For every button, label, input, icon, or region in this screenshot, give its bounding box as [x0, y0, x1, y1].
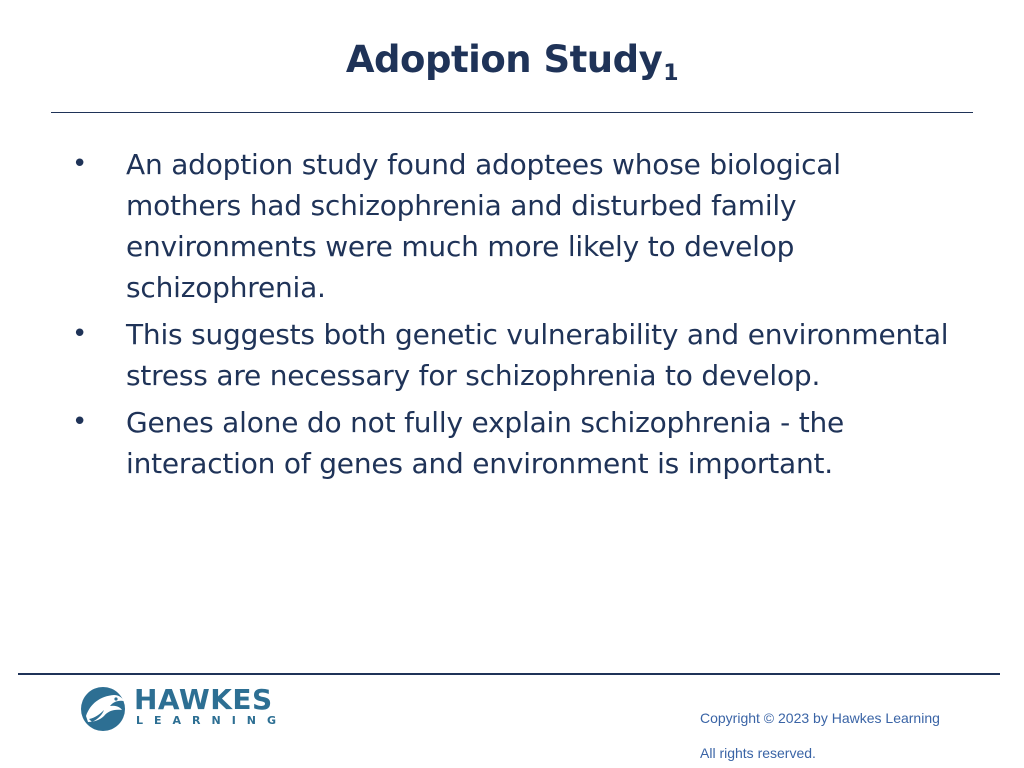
- bullet-dot-icon: •: [72, 319, 88, 349]
- copyright-text: Copyright © 2023 by Hawkes Learning: [700, 710, 940, 726]
- footer-divider: [18, 673, 1000, 675]
- slide-title-subscript: 1: [663, 61, 679, 86]
- bullet-text: Genes alone do not fully explain schizophrenia - the interaction of genes and environment is important.: [126, 406, 845, 480]
- title-divider: [51, 112, 973, 113]
- bullet-dot-icon: •: [72, 149, 88, 179]
- bullet-item: [70, 402, 950, 484]
- slide-title: [0, 38, 1024, 86]
- slide-title-text: Adoption Study: [345, 38, 663, 81]
- bullet-item: [70, 314, 950, 396]
- hawk-logo-icon: [80, 686, 126, 732]
- bullet-text: An adoption study found adoptees whose biological mothers had schizophrenia and disturbed family environments were much more likely to develop schizophrenia.: [126, 148, 841, 304]
- bullet-item: [70, 144, 950, 308]
- bullet-list: [70, 144, 950, 490]
- logo-subtitle: LEARNING: [136, 714, 288, 727]
- bullet-dot-icon: •: [72, 407, 88, 437]
- bullet-text: This suggests both genetic vulnerability and environmental stress are necessary for schizophrenia to develop.: [126, 318, 949, 392]
- hawkes-logo: [80, 683, 288, 732]
- rights-text: All rights reserved.: [700, 745, 816, 761]
- logo-wordmark: HAWKES: [134, 683, 273, 716]
